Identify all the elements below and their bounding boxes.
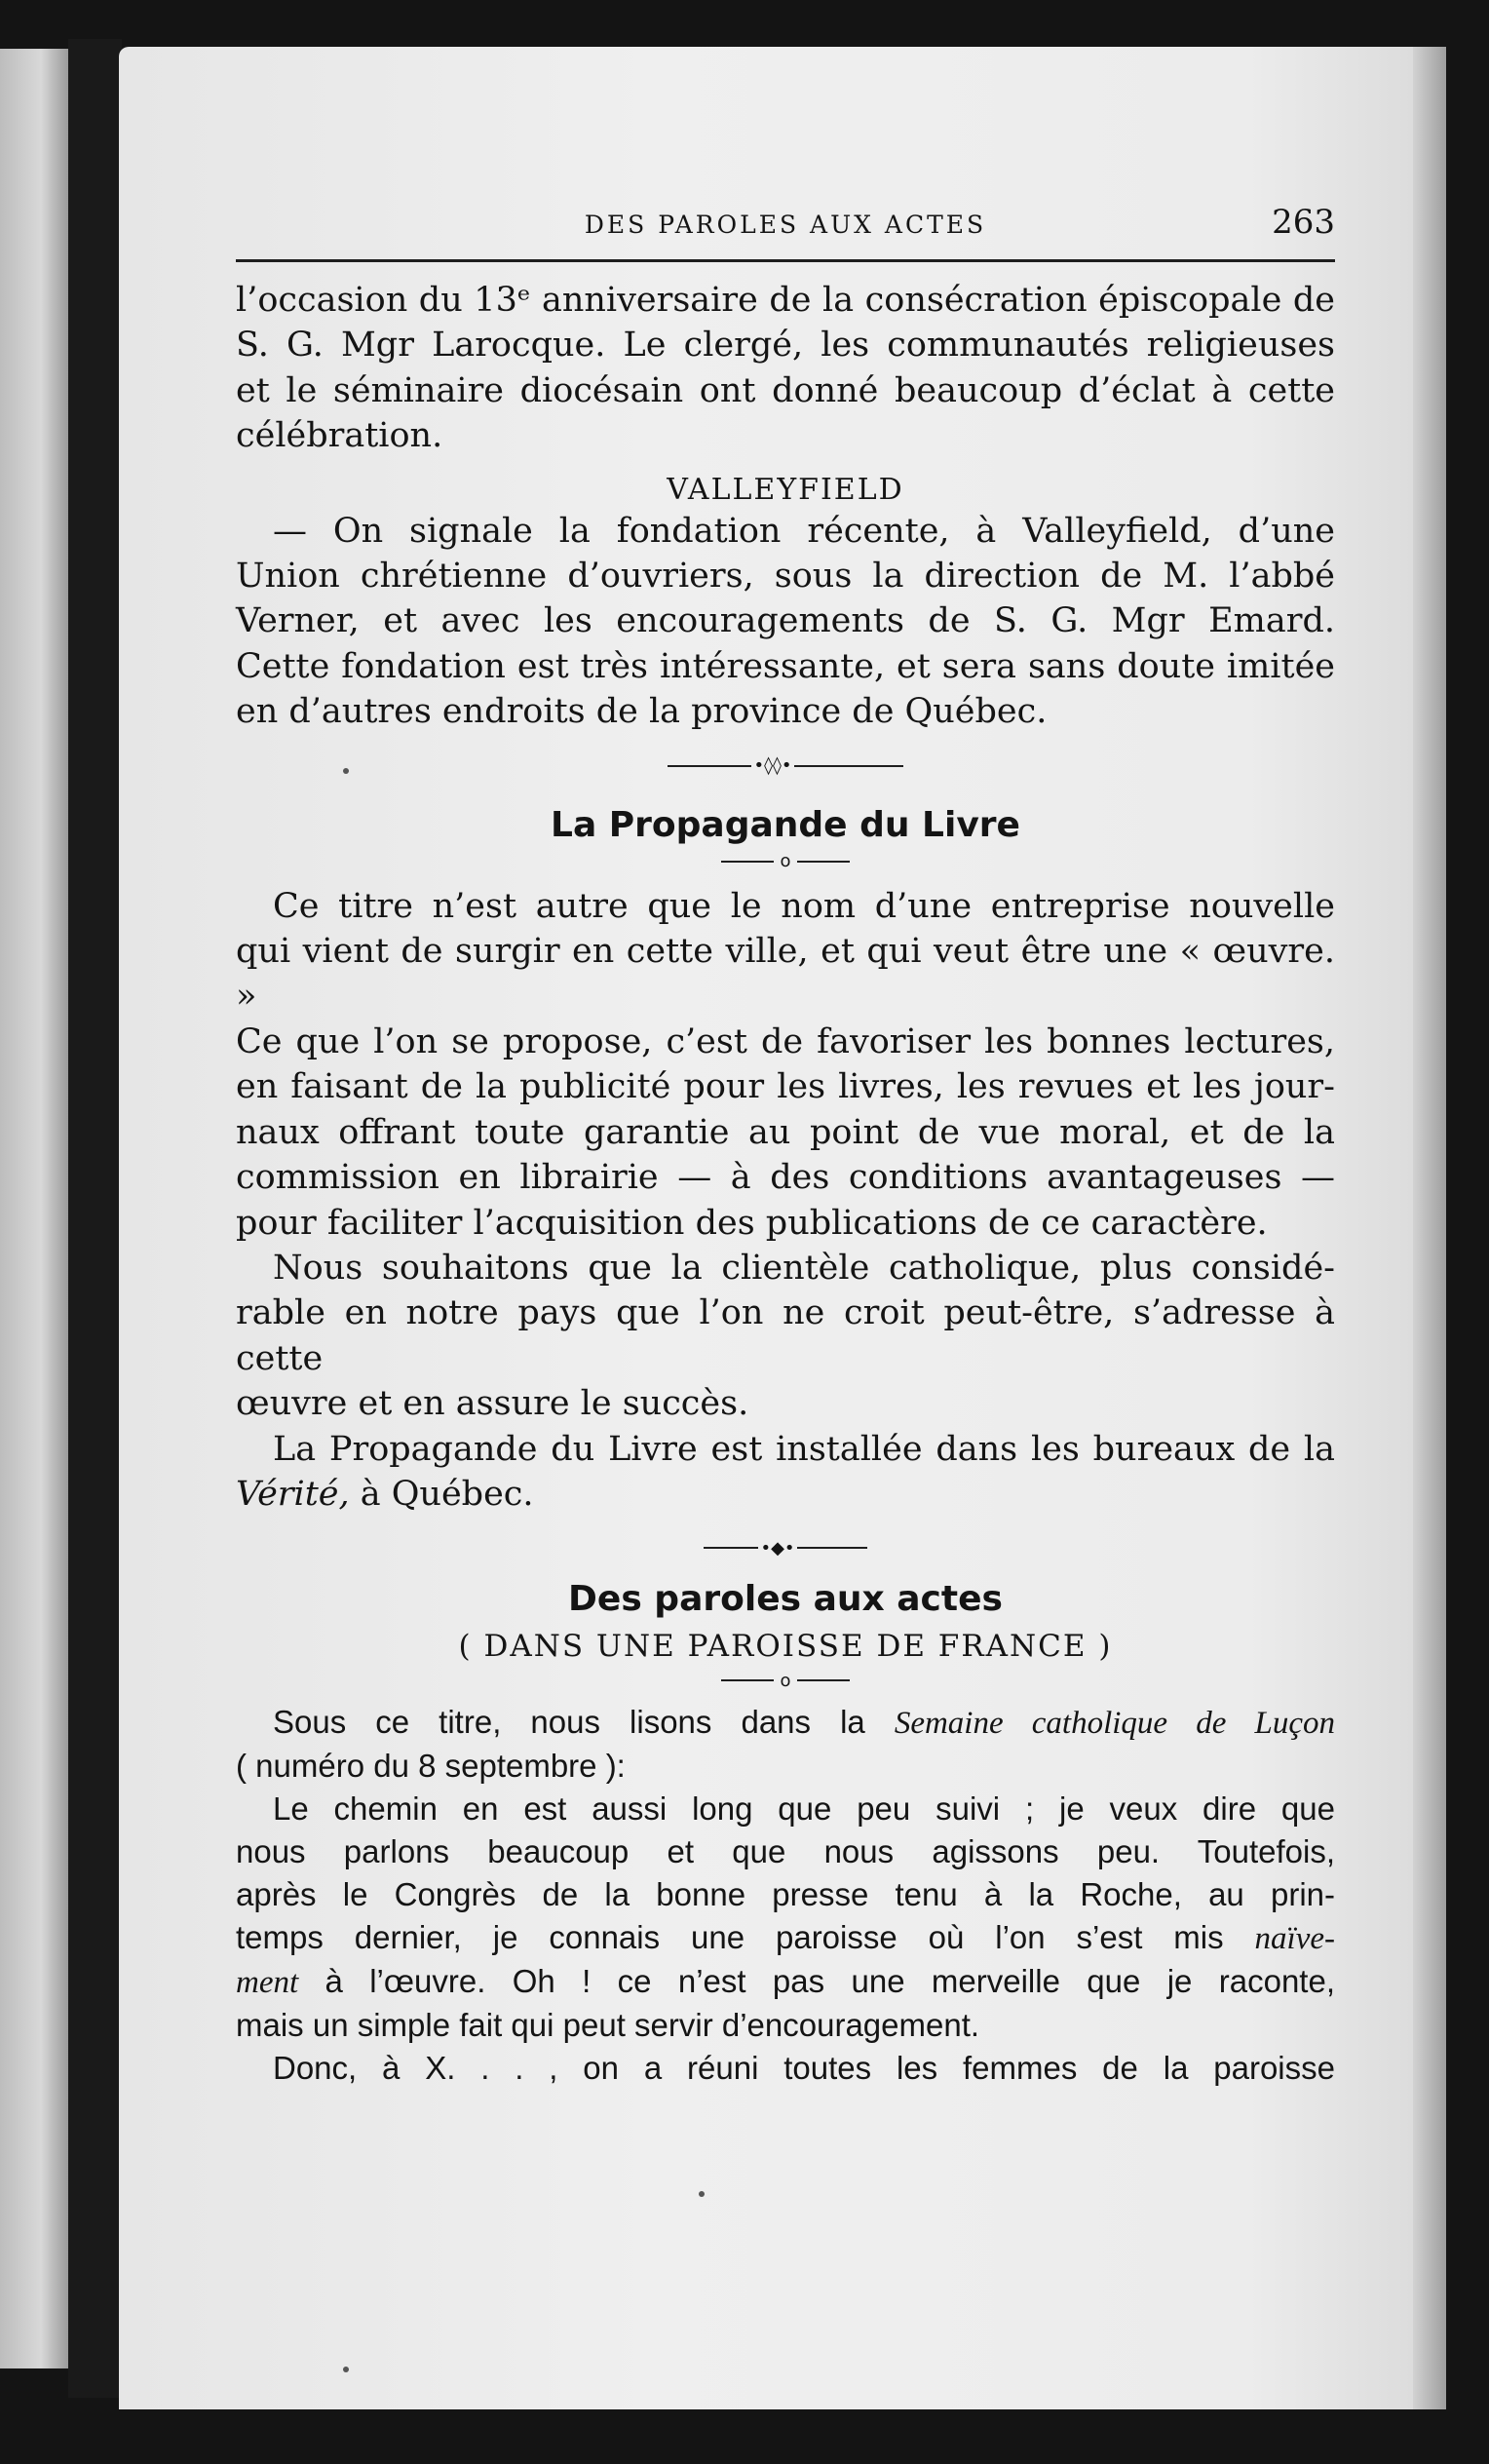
intro-paragraph <box>236 278 1335 459</box>
book-page <box>119 47 1446 2409</box>
text-line <box>236 1960 1335 2004</box>
text-line <box>236 1472 1335 1517</box>
text-line: en d’autres endroits de la province de Québec. <box>236 692 1048 732</box>
text-line: et le séminaire diocésain ont donné beaucoup d’éclat à cette <box>236 370 1335 410</box>
text-line: Donc, à X. . . , on a réuni toutes les femmes de la paroisse <box>273 2050 1335 2087</box>
page-text-block <box>236 203 1335 2090</box>
section-divider-ornament <box>236 1517 1335 1579</box>
text-line: Le chemin en est aussi long que peu suivi ; je veux dire que <box>273 1790 1335 1828</box>
text-span: à l’œuvre. Oh ! ce n’est pas une merveille que je raconte, <box>298 1963 1335 2000</box>
text-line: nous parlons beaucoup et que nous agissons peu. Toutefois, <box>236 1833 1335 1870</box>
text-line: pour faciliter l’acquisition des publications de ce caractère. <box>236 1203 1268 1243</box>
text-line: Verner, et avec les encouragements de S. G. Mgr Emard. <box>236 601 1335 641</box>
propagande-paragraph-2 <box>236 1246 1335 1427</box>
text-line: célébration. <box>236 416 443 456</box>
previous-page-edge <box>0 49 70 2368</box>
text-line: l’occasion du 13ᵉ anniversaire de la consécration épiscopale de <box>236 281 1335 320</box>
text-line: naux offrant toute garantie au point de vue moral, et de la <box>236 1112 1335 1152</box>
text-span: à Québec. <box>349 1474 534 1514</box>
italic-text: ment <box>236 1965 299 2001</box>
section-subtitle: ( DANS UNE PAROISSE DE FRANCE ) <box>458 1629 1113 1665</box>
valleyfield-heading: VALLEYFIELD <box>667 472 904 507</box>
running-header <box>236 203 1335 262</box>
propagande-paragraph-1 <box>236 884 1335 1246</box>
text-line: rable en notre pays que l’on ne croit peut-être, s’adresse à cette <box>236 1293 1335 1378</box>
divider-line <box>797 861 850 863</box>
small-divider <box>236 1664 1335 1697</box>
running-title: DES PAROLES AUX ACTES <box>584 211 987 239</box>
text-line: après le Congrès de la bonne presse tenu à la Roche, au prin- <box>236 1876 1335 1913</box>
italic-text: Semaine catholique de Luçon <box>894 1706 1335 1742</box>
text-line <box>236 1701 1335 1745</box>
text-line: mais un simple fait qui peut servir d’encouragement. <box>236 2007 980 2044</box>
divider-line <box>721 861 774 863</box>
paper-speck <box>699 2191 705 2197</box>
divider-line <box>704 1547 758 1549</box>
page-edge-shadow <box>1413 47 1446 2409</box>
italic-text: naïve- <box>1254 1921 1335 1957</box>
text-line: œuvre et en assure le succès. <box>236 1384 749 1424</box>
text-line: Ce titre n’est autre que le nom d’une entreprise nouvelle <box>273 886 1335 926</box>
propagande-paragraph-3 <box>236 1427 1335 1518</box>
divider-glyph: •◊◊• <box>753 755 792 777</box>
text-line: Nous souhaitons que la clientèle catholique, plus considé- <box>273 1248 1335 1288</box>
text-line: qui vient de surgir en cette ville, et qui veut être une « œuvre. » <box>236 932 1335 1017</box>
divider-line <box>721 1679 774 1681</box>
divider-line <box>668 765 751 767</box>
book-gutter <box>68 39 122 2398</box>
text-span: temps dernier, je connais une paroisse où l’on s’est mis <box>236 1919 1255 1956</box>
text-line: La Propagande du Livre est installée dans les bureaux de la <box>273 1429 1335 1469</box>
section-divider-ornament <box>236 735 1335 797</box>
divider-line <box>794 765 903 767</box>
section-title-propagande: La Propagande du Livre <box>551 804 1020 845</box>
text-line: Union chrétienne d’ouvriers, sous la direction de M. l’abbé <box>236 557 1335 597</box>
divider-line <box>797 1547 867 1549</box>
page-number: 263 <box>1272 203 1335 242</box>
divider-glyph: •◆• <box>760 1537 795 1559</box>
paroles-body <box>236 1701 1335 2090</box>
divider-circle: o <box>780 1670 791 1691</box>
divider-circle: o <box>780 851 791 872</box>
text-span: Sous ce titre, nous lisons dans la <box>273 1704 895 1741</box>
text-line <box>236 1916 1335 1960</box>
text-line: commission en librairie — à des conditions avantageuses — <box>236 1158 1335 1198</box>
text-line: S. G. Mgr Larocque. Le clergé, les communautés religieuses <box>236 326 1335 366</box>
text-line: en faisant de la publicité pour les livres, les revues et les jour- <box>236 1067 1335 1107</box>
text-line: Cette fondation est très intéressante, et sera sans doute imitée <box>236 646 1335 686</box>
small-divider <box>236 845 1335 878</box>
text-line: Ce que l’on se propose, c’est de favoriser les bonnes lectures, <box>236 1021 1335 1061</box>
paper-speck <box>343 2367 349 2372</box>
text-line: — On signale la fondation récente, à Valleyfield, d’une <box>273 511 1335 551</box>
italic-text: Vérité, <box>236 1474 350 1514</box>
valleyfield-paragraph <box>236 509 1335 735</box>
section-title-paroles: Des paroles aux actes <box>568 1579 1003 1620</box>
text-line: ( numéro du 8 septembre ): <box>236 1748 626 1785</box>
divider-line <box>797 1679 850 1681</box>
